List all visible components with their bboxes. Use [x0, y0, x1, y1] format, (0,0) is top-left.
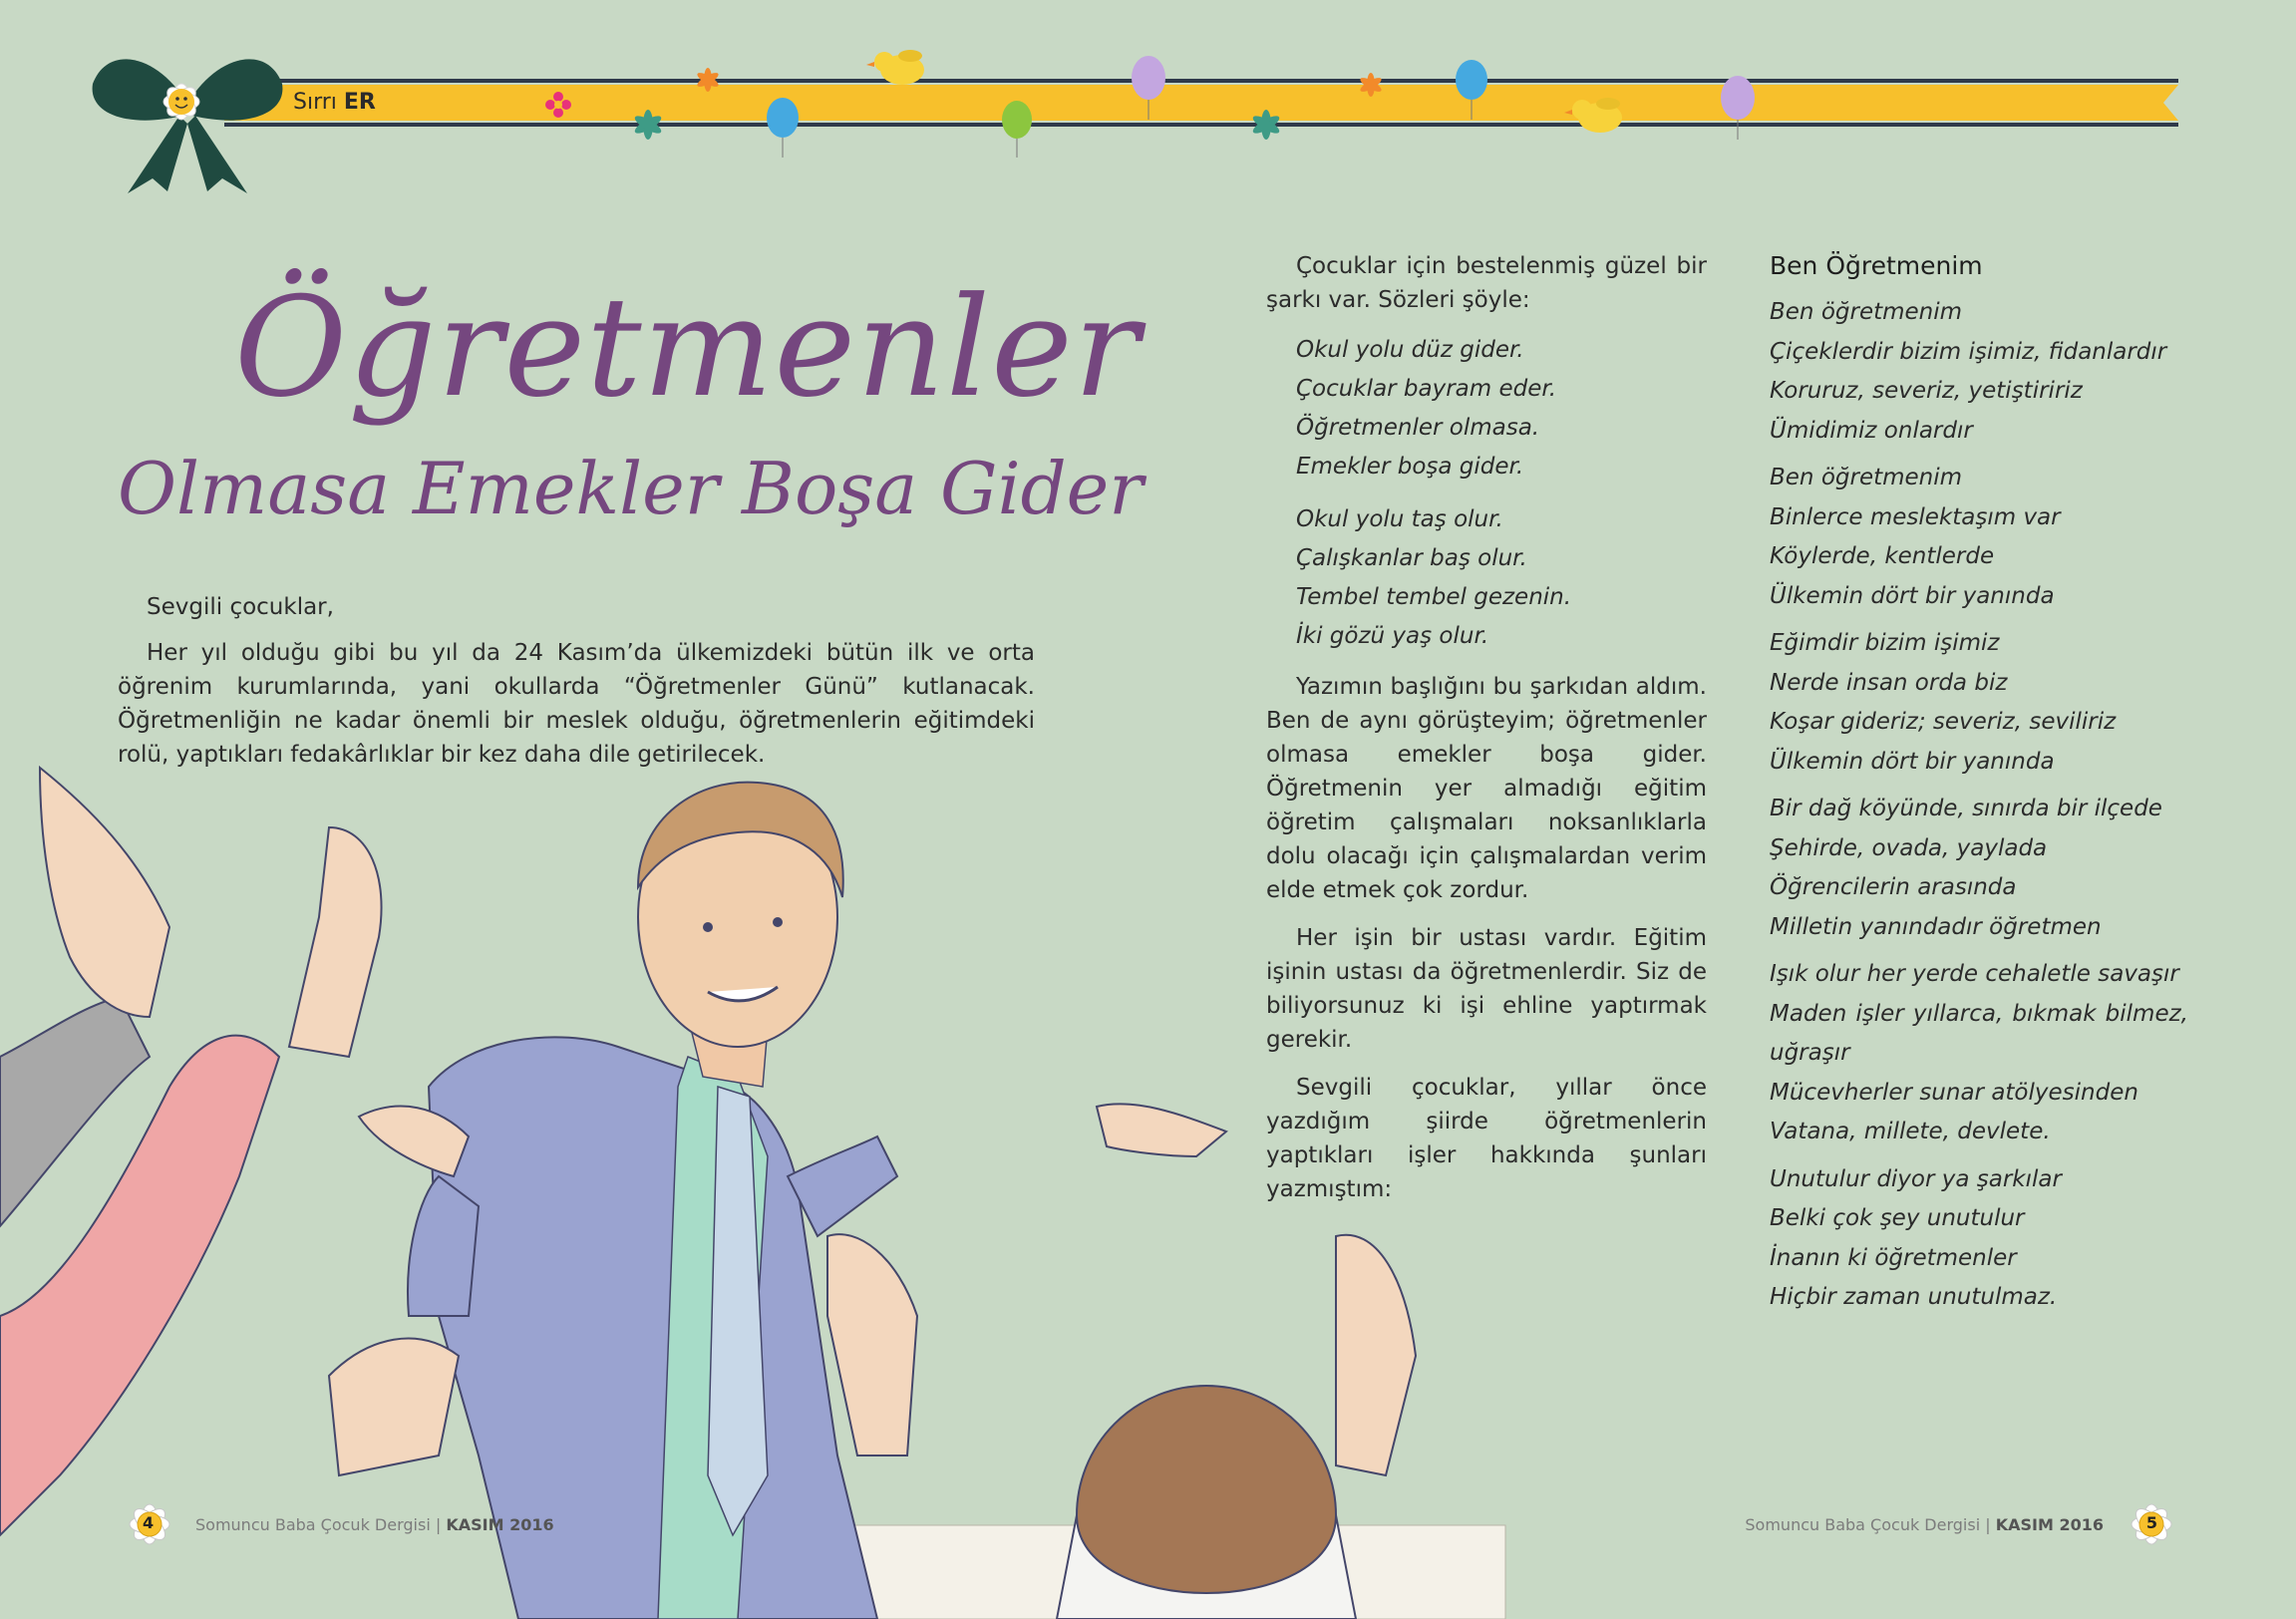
article-title: Öğretmenler [234, 267, 1141, 428]
song-line: Okul yolu taş olur. [1296, 506, 1503, 532]
poem-line: Milletin yanındadır öğretmen [1770, 913, 2102, 940]
song-line: Çalışkanlar baş olur. [1296, 545, 1527, 571]
bird-icon [1564, 98, 1622, 133]
poem-stanza [1740, 624, 2188, 782]
footer-text: Somuncu Baba Çocuk Dergisi | KASIM 2016 [1745, 1515, 2104, 1534]
flower-icon [633, 110, 664, 140]
poem-line: Unutulur diyor ya şarkılar [1770, 1165, 2062, 1192]
poem-line: Bir dağ köyünde, sınırda bir ilçede [1770, 796, 2162, 821]
poem-stanza [1740, 955, 2188, 1152]
magazine-name: Somuncu Baba Çocuk Dergisi [1745, 1515, 1981, 1534]
page-number: 4 [143, 1513, 155, 1532]
poem-line: Şehirde, ovada, yaylada [1770, 834, 2048, 861]
poem-line: Maden işler yıllarca, bıkmak bilmez, uğraşır [1770, 1000, 2188, 1066]
song-line: Öğretmenler olmasa. [1296, 415, 1540, 441]
body-paragraph: Sevgili çocuklar, yıllar önce yazdığım şiirde öğretmenlerin yaptıkları işler hakkında şunları yazmıştım: [1266, 1075, 1707, 1202]
footer-right [1745, 1492, 2183, 1556]
song-line: Okul yolu düz gider. [1296, 337, 1524, 363]
poem-line: Binlerce meslektaşım var [1770, 503, 2061, 530]
footer-text: Somuncu Baba Çocuk Dergisi | KASIM 2016 [195, 1515, 554, 1534]
issue-date: KASIM 2016 [446, 1515, 554, 1534]
section-name: ER [343, 90, 376, 115]
balloon-icon [767, 98, 799, 158]
poem-line: Eğimdir bizim işimiz [1770, 630, 2000, 656]
issue-date: KASIM 2016 [1995, 1515, 2104, 1534]
intro-paragraph: Her yıl olduğu gibi bu yıl da 24 Kasım’da ülkemizdeki bütün ilk ve orta öğrenim kurumlarında, yani okullarda “Öğretmenler Günü” kutlanacak. Öğretmenliğin ne kadar önemli bir meslek olduğu, öğretmenlerin eğitimdeki rolü, yaptıkları fedakârlıklar bir kez daha dile getirilecek. [118, 640, 1035, 768]
bird-icon [866, 50, 924, 85]
poem-line: Nerde insan orda biz [1770, 669, 2008, 696]
song-stanza [1296, 500, 1707, 656]
song-line: İki gözü yaş olur. [1296, 623, 1489, 649]
balloon-icon [1721, 76, 1755, 140]
poem-line: Belki çok şey unutulur [1770, 1205, 2025, 1231]
article-subtitle: Olmasa Emekler Boşa Gider [118, 447, 1144, 530]
poem-line: Hiçbir zaman unutulmaz. [1770, 1284, 2058, 1310]
poem-title: Ben Öğretmenim [1770, 251, 1983, 280]
poem-line: Ümidimiz onlardır [1770, 417, 1973, 444]
flower-icon [1251, 110, 1282, 140]
page-number: 5 [2145, 1513, 2157, 1532]
flower-icon [545, 92, 571, 118]
balloon-icon [1002, 101, 1032, 158]
poem-stanza [1740, 1160, 2188, 1318]
middle-column [1266, 249, 1707, 1220]
flower-icon [1359, 73, 1384, 97]
poem-stanza [1740, 459, 2188, 616]
poem-line: Vatana, millete, devlete. [1770, 1119, 2051, 1144]
song-intro-paragraph: Çocuklar için bestelenmiş güzel bir şarkı var. Sözleri şöyle: [1266, 253, 1707, 313]
body-paragraph: Yazımın başlığını bu şarkıdan aldım. Ben de aynı görüşteyim; öğretmenler olmasa emekler boşa gider. Öğretmenin yer almadığı eğitim öğretim çalışmaları noksanlıklarla dolu olacağı için çalışmalardan verim elde etmek çok zordur. [1266, 674, 1707, 903]
poem-line: Öğrencilerin arasında [1770, 874, 2017, 900]
song-line: Emekler boşa gider. [1296, 454, 1524, 480]
body-paragraph: Her işin bir ustası vardır. Eğitim işinin ustası da öğretmenlerdir. Siz de biliyorsunuz ki işi ehline yaptırmak gerekir. [1266, 925, 1707, 1053]
song-line: Tembel tembel gezenin. [1296, 584, 1572, 610]
flower-icon [696, 68, 721, 92]
song-stanza [1296, 331, 1707, 486]
poem-line: Işık olur her yerde cehaletle savaşır [1770, 961, 2179, 987]
balloon-icon [1132, 56, 1165, 120]
poem-line: Koşar gideriz; severiz, seviliriz [1770, 709, 2117, 735]
ribbon-decorations [528, 50, 1795, 160]
poem-stanza [1740, 790, 2188, 947]
poem-line: Ülkemin dört bir yanında [1770, 582, 2055, 609]
poem [1740, 249, 2188, 1326]
poem-line: Ben öğretmenim [1770, 465, 1963, 490]
song-line: Çocuklar bayram eder. [1296, 376, 1557, 402]
poem-line: Koruruz, severiz, yetiştiririz [1770, 378, 2083, 404]
poem-line: Çiçeklerdir bizim işimiz, fidanlardır [1770, 338, 2167, 365]
poem-line: Ben öğretmenim [1770, 299, 1963, 325]
poem-stanza [1740, 293, 2188, 451]
section-label [293, 90, 376, 115]
section-prefix: Sırrı [293, 90, 337, 115]
poem-line: Köylerde, kentlerde [1770, 543, 1995, 569]
balloon-icon [1456, 60, 1487, 120]
magazine-name: Somuncu Baba Çocuk Dergisi [195, 1515, 431, 1534]
poem-line: Mücevherler sunar atölyesinden [1770, 1079, 2138, 1106]
poem-line: Ülkemin dört bir yanında [1770, 748, 2055, 775]
poem-line: İnanın ki öğretmenler [1770, 1244, 2017, 1271]
greeting: Sevgili çocuklar, [147, 594, 334, 620]
bow-icon [88, 44, 287, 193]
